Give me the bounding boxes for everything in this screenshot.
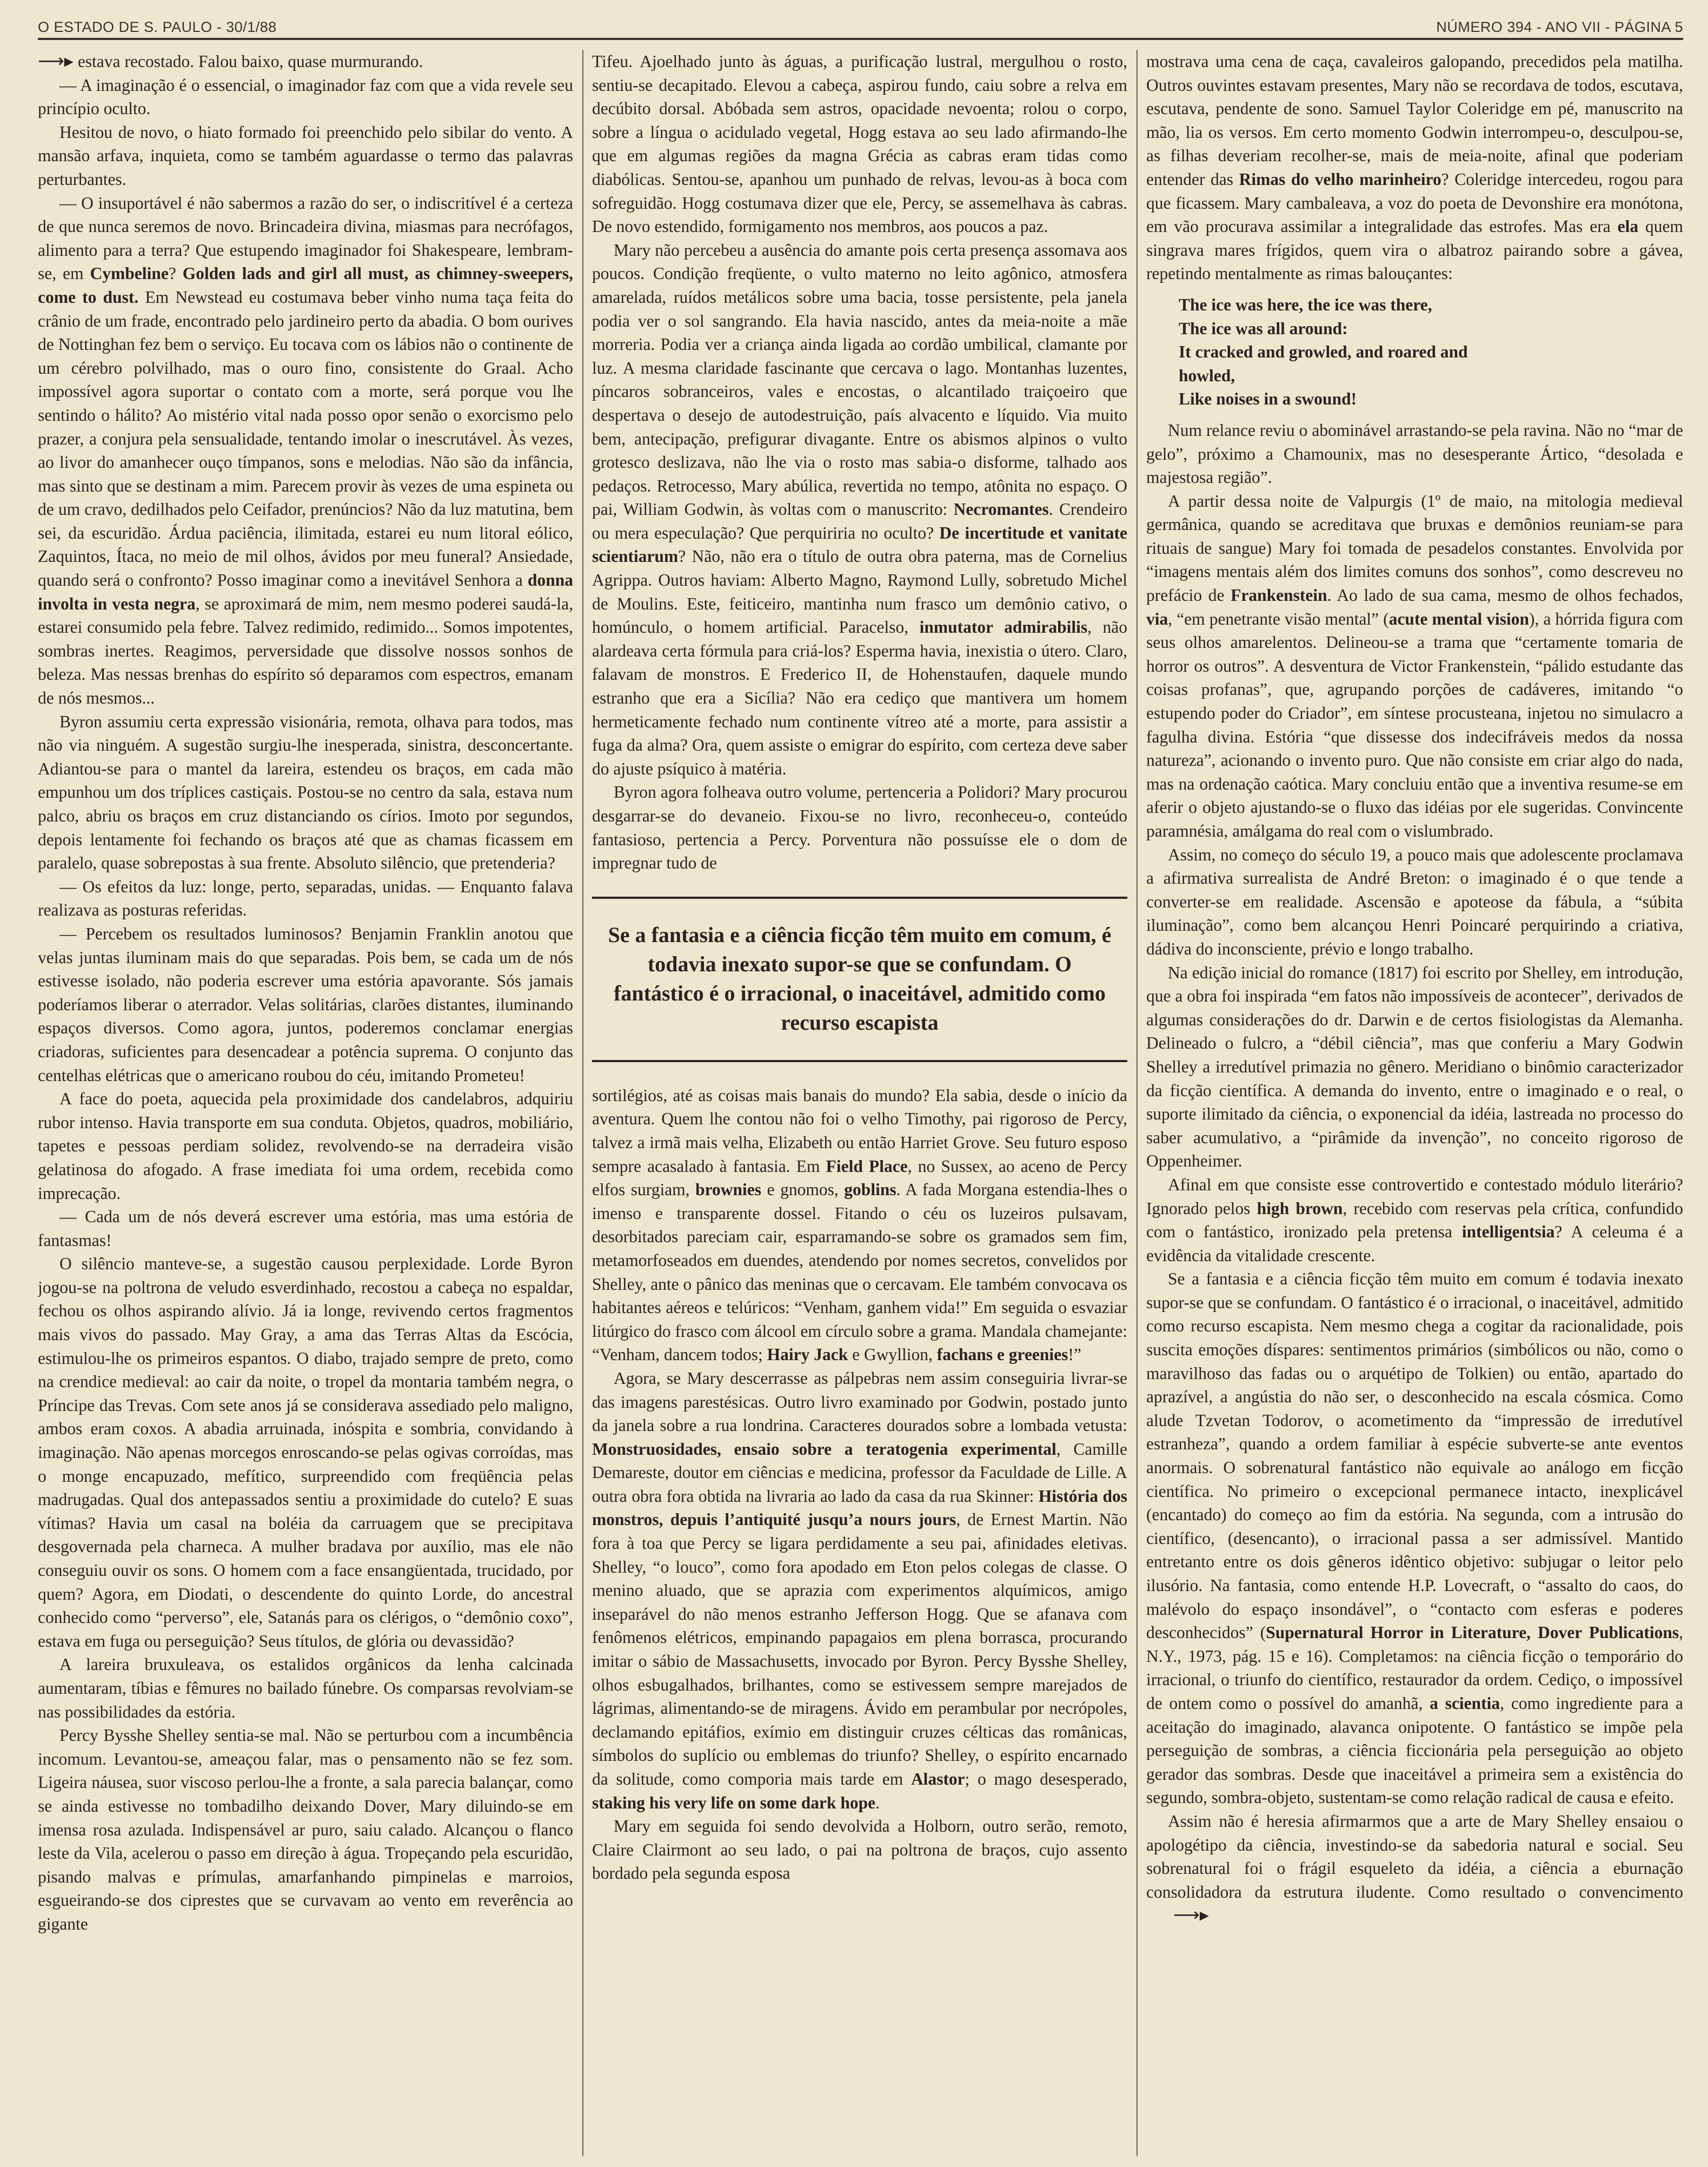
paragraph: Mary não percebeu a ausência do amante pois certa presença assomava aos poucos. Condição freqüente, o vulto materno no leito agônico, atmosfera amarelada, ruídos metálicos sobre uma bacia, tosse persistente, pela janela podia ver o sol sangrando. Ela havia nascido, antes da meia-noite a mãe morreria. Podia ver a criança ainda ligada ao cordão umbilical, clamante por luz. A mesma claridade fascinante que cercava o lago. Montanhas luzentes, píncaros sobranceiros, vales e encostas, o alcantilado traiçoeiro que despertava o desejo de autodestruição, país alvacento e líquido. Via muito bem, antecipação, prefigurar divagante. Entre os abismos alpinos o vulto grotesco deslizava, não lhe via o rosto mas sabia-o disforme, talhado aos pedaços. Retrocesso, Mary abúlica, revertida no tempo, atônita no espaço. O pai, William Godwin, às voltas com o manuscrito: Necromantes. Crendeiro ou mera especulação? Que perquiriria no oculto? De incertitude et vanitate scientiarum? Não, não era o título de outra obra paterna, mas de Cornelius Agrippa. Outros haviam: Alberto Magno, Raymond Lully, sobretudo Michel de Moulins. Este, feiticeiro, mantinha num frasco um demônio cativo, o homúnculo, o homem artificial. Paracelso, inmutator admirabilis, não alardeava certa fórmula para criá-los? Esperma havia, inexistia o útero. Claro, falavam de monstros. E Frederico II, de Hohenstaufen, daquele mundo estranho que era a Sicília? Não era cediço que mantivera um homem hermeticamente fechado num continente vítreo até a morte, para assistir a fuga da alma? Ora, quem assiste o emigrar do espírito, com certeza deve saber do ajuste psíquico à matéria. bbox=[592, 240, 1127, 778]
paragraph: ⟶▸ estava recostado. Falou baixo, quase murmurando. bbox=[38, 50, 573, 74]
continuation-arrow-icon: ⟶▸ bbox=[1173, 1904, 1209, 1926]
paragraph: O silêncio manteve-se, a sugestão causou perplexidade. Lorde Byron jogou-se na poltrona de veludo esverdinhado, recostou a cabeça no espaldar, fechou os olhos aspirando alívio. Já ia longe, revivendo certos fragmentos mais vivos do passado. May Gray, a ama das Terras Altas da Escócia, estimulou-lhe os primeiros espantos. O diabo, trajado sempre de preto, como na crendice medieval: ao cair da noite, o tropel da montaria também negra, o Príncipe das Trevas. Com sete anos já se considerava assediado pelo maligno, ambos eram coxos. A abadia arruinada, inóspita e sombria, convidando à imaginação. Não apenas morcegos enroscando-se pelas ogivas corroídas, mas o monge encapuzado, mefítico, surpreendido com freqüência pelas madrugadas. Qual dos antepassados sentiu a proximidade do cutelo? E suas vítimas? Havia um casal na boléia da carruagem que se precipitava desgovernada pela charneca. A mulher bradava por auxílio, mas ele não conseguiu ouvir os sons. O homem com a face ensangüentada, trucidado, por quem? Agora, em Diodati, o descendente do quinto Lorde, do ancestral conhecido como “perverso”, ele, Satanás para os clérigos, o “demônio coxo”, estava em fuga ou perseguição? Seus títulos, de glória ou devassidão? bbox=[38, 1254, 573, 1651]
continuation-arrow-icon: ⟶▸ bbox=[38, 50, 74, 72]
paragraph: — A imaginação é o essencial, o imaginador faz com que a vida revele seu princípio oculto. bbox=[38, 75, 573, 118]
page-header bbox=[38, 4, 1683, 36]
paragraph: Tifeu. Ajoelhado junto às águas, a purificação lustral, mergulhou o rosto, sentiu-se decapitado. Elevou a cabeça, aspirou fundo, caiu sobre a relva em decúbito dorsal. Abóbada sem astros, opacidade nevoenta; rolou o corpo, sobre a língua o acidulado vegetal, Hogg estava ao seu lado afirmando-lhe que em algumas regiões da magna Grécia as cabras eram tidas como diabólicas. Sentou-se, apanhou um punhado de relvas, levou-as à boca com sofreguidão. Hogg costumava dizer que ele, Percy, se assemelhava às cabras. De novo estendido, formigamento nos membros, aos poucos a paz. bbox=[592, 52, 1127, 236]
paragraph: — Cada um de nós deverá escrever uma estória, mas uma estória de fantasmas! bbox=[38, 1207, 573, 1250]
poem-line: The ice was all around: bbox=[1179, 319, 1348, 338]
paragraph: Mary em seguida foi sendo devolvida a Holborn, outro serão, remoto, Claire Clairmont ao seu lado, o pai na poltrona de braços, cujo assento bordado pela segunda esposa bbox=[592, 1817, 1127, 1883]
paragraph: A partir dessa noite de Valpurgis (1º de maio, na mitologia medieval germânica, quando se acreditava que bruxas e demônios reuniam-se para rituais de sangue) Mary foi tomada de pesadelos constantes. Envolvida por “imagens mentais além dos limites comuns dos sonhos”, como descreveu no prefácio de Frankenstein. Ao lado de sua cama, mesmo de olhos fechados, via, “em penetrante visão mental” (acute mental vision), a hórrida figura com seus olhos amarelentos. Delineou-se a trama que “certamente tomaria de horror os outros”. A desventura de Victor Frankenstein, “pálido estudante das coisas profanas”, que, agrupando porções de cadáveres, imitando “o estupendo poder do Criador”, em síntese procusteana, injetou no simulacro a fagulha divina. Estória “que dissesse dos indecifráveis medos da nossa natureza”, acionando o invento puro. Que não consiste em criar algo do nada, mas na ordenação caótica. Mary concluiu então que a inventiva resume-se em aferir o objeto ajustando-se o fluxo das idéias por ele sugeridas. Convincente paramnésia, amálgama do real com o vislumbrado. bbox=[1146, 491, 1683, 840]
paragraph: — Percebem os resultados luminosos? Benjamin Franklin anotou que velas juntas iluminam mais do que separadas. Pois bem, se cada um de nós estivesse isolado, não poderia escrever uma estória apavorante. Sós jamais poderíamos liberar o aterrador. Velas solitárias, clarões distantes, iluminando espaços diversos. Como agora, juntos, poderemos conclamar energias criadoras, suficientes para desencadear a potência suprema. O conjunto das centelhas elétricas que o americano roubou do céu, imitando Prometeu! bbox=[38, 924, 573, 1085]
poem-line: Like noises in a swound! bbox=[1179, 389, 1357, 409]
paragraph: Agora, se Mary descerrasse as pálpebras nem assim conseguiria livrar-se das imagens parestésicas. Outro livro examinado por Godwin, postado junto da janela sobre a rua londrina. Caracteres dourados sobre a lombada vetusta: Monstruosidades, ensaio sobre a teratogenia experimental, Camille Demareste, doutor em ciências e medicina, professor da Faculdade de Lille. A outra obra fora obtida na livraria ao lado da casa da rua Skinner: História dos monstros, depuis l’antiquité jusqu’a nours jours, de Ernest Martin. Não fora à toa que Percy se ligara perdidamente a seu pai, afinidades eletivas. Shelley, “o louco”, como fora apodado em Eton pelos colegas de classe. O menino aluado, que se aprazia com experimentos alquímicos, amigo inseparável do não menos estranho Jefferson Hogg. Que se afanava com fenômenos elétricos, empinando papagaios em plena borrasca, procurando imitar o sábio de Massachusetts, invocado por Byron. Percy Bysshe Shelley, olhos esbugalhados, brilhantes, como se estivessem sempre marejados de lágrimas, alimentando-se de miragens. Ávido em perambular por necrópoles, declamando epitáfios, exímio em distinguir cruzes célticas das românicas, símbolos do suplício ou emblemas do triunfo? Shelley, o espírito encarnado da solitude, como comporia mais tarde em Alastor; o mago desesperado, staking his very life on some dark hope. bbox=[592, 1368, 1127, 1812]
paragraph: mostrava uma cena de caça, cavaleiros galopando, precedidos pela matilha. Outros ouvintes estavam presentes, Mary não se recordava de todos, escutava, escutava, pendente de sono. Samuel Taylor Coleridge em pé, manuscrito na mão, lia os versos. Em certo momento Godwin interrompeu-o, desculpou-se, as filhas deveriam recolher-se, mais de meia-noite, afinal que poderiam entender das Rimas do velho marinheiro? Coleridge intercedeu, rogou para que ficassem. Mary cambaleava, a voz do poeta de Devonshire era monótona, em vão procurava assimilar a integralidade das estrofes. Mas era ela quem singrava mares frígidos, quem vira o albatroz pairando sobre a gávea, repetindo mentalmente as rimas balouçantes: bbox=[1146, 52, 1683, 283]
poem-excerpt bbox=[1179, 293, 1683, 411]
poem-line: It cracked and growled, and roared and bbox=[1179, 342, 1468, 362]
paragraph: A lareira bruxuleava, os estalidos orgânicos da lenha calcinada aumentaram, tíbias e fêmures no bailado fúnebre. Os comparsas revolviam-se nas possibilidades da estória. bbox=[38, 1655, 573, 1721]
header-issue-page: NÚMERO 394 - ANO VII - PÁGINA 5 bbox=[1436, 19, 1683, 35]
column-3 bbox=[1146, 50, 1683, 2156]
pull-quote: Se a fantasia e a ciência ficção têm muito em comum, é todavia inexato supor-se que se confundam. O fantástico é o irracional, o inaceitável, admitido como recurso escapista bbox=[592, 897, 1127, 1062]
poem-line: The ice was here, the ice was there, bbox=[1179, 295, 1432, 314]
paragraph: — Os efeitos da luz: longe, perto, separadas, unidas. — Enquanto falava realizava as posturas referidas. bbox=[38, 877, 573, 920]
column-1 bbox=[38, 50, 573, 2156]
paragraph: sortilégios, até as coisas mais banais do mundo? Ela sabia, desde o início da aventura. Quem lhe contou não foi o velho Timothy, pai rigoroso de Percy, talvez a irmã mais velha, Elizabeth ou então Harriet Grove. Seu futuro esposo sempre acasalado à fantasia. Em Field Place, no Sussex, ao aceno de Percy elfos surgiam, brownies e gnomos, goblins. A fada Morgana estendia-lhes o imenso e transparente dossel. Fitando o céu os luzeiros pulsavam, desorbitados pareciam cair, esparramando-se sobre os gramados sem fim, metamorfoseados em duendes, atendendo por nomes secretos, convelidos por Shelley, ante o pânico das meninas que o cercavam. Ele também convocava os habitantes aéreos e telúricos: “Venham, ganhem vida!” Em seguida o esvaziar litúrgico do frasco com álcool em círculo sobre a grama. Mandala chamejante: “Venham, dancem todos; Hairy Jack e Gwyllion, fachans e greenies!” bbox=[592, 1085, 1127, 1364]
paragraph: Byron assumiu certa expressão visionária, remota, olhava para todos, mas não via ninguém. A sugestão surgiu-lhe inesperada, sinistra, desconcertante. Adiantou-se para o mantel da lareira, estendeu os braços, em cada mão empunhou um dos tríplices castiçais. Postou-se no centro da sala, estava num palco, abriu os braços em cruz distanciando os círios. Imoto por segundos, depois lentamente foi fechando os braços até que as chamas ficassem em paralelo, quase sobrepostas à sua frente. Absoluto silêncio, que pretenderia? bbox=[38, 712, 573, 873]
column-divider bbox=[1137, 50, 1138, 2156]
paragraph: — O insuportável é não sabermos a razão do ser, o indiscritível é a certeza de que nunca seremos de novo. Brincadeira divina, miasmas para necrófagos, alimento para a terra? Que estupendo imaginador foi Shakespeare, lembram-se, em Cymbeline? Golden lads and girl all must, as chimney-sweepers, come to dust. Em Newstead eu costumava beber vinho numa taça feita do crânio de um frade, encontrado pelo jardineiro perto da abadia. O bom ourives de Nottinghan fez bem o serviço. Eu tocava com os lábios não o continente de um cérebro polvilhado, mas o ouro fino, consistente do Graal. Acho impossível agora suportar o contato com a morte, será porque vou lhe sentindo o hálito? Ao mistério vital nada posso opor senão o exorcismo pelo prazer, a conjura pela sensualidade, tentando imolar o inescrutável. Às vezes, ao livor do amanhecer ouço tímpanos, sons e melodias. Não são da infância, mas sinto que se destinam a mim. Parecem provir às vezes de uma espineta ou de um cravo, dedilhados pelo Ceifador, prenúncios? Não da luz matutina, bem sei, da escuridão. Árdua paciência, ilimitada, estarei eu num litoral eólico, Zaquintos, Ítaca, no meio de mil olhos, ávidos por meu funeral? Ansiedade, quando será o confronto? Posso imaginar como a inevitável Senhora a donna involta in vesta negra, se aproximará de mim, nem mesmo poderei saudá-la, estarei consumido pela febre. Talvez redimido, redimido... Somos impotentes, sombras inertes. Reagimos, perversidade que dissolve nossos sonhos de beleza. Mas nessas brenhas do espírito só deparamos com espectros, emanam de nós mesmos... bbox=[38, 193, 573, 708]
header-rule bbox=[38, 38, 1683, 40]
column-2 bbox=[592, 50, 1127, 2156]
poem-line: howled, bbox=[1179, 366, 1235, 385]
paragraph: Num relance reviu o abominável arrastando-se pela ravina. Não no “mar de gelo”, próximo a Chamounix, mas no desesperante Ártico, “desolada e majestosa região”. bbox=[1146, 420, 1683, 487]
header-publication-date: O ESTADO DE S. PAULO - 30/1/88 bbox=[38, 19, 277, 35]
paragraph: Percy Bysshe Shelley sentia-se mal. Não se perturbou com a incumbência incomum. Levantou-se, ameaçou falar, mas o pensamento não se fez som. Ligeira náusea, suor viscoso perlou-lhe a fronte, a sala parecia balançar, como se ainda estivesse no tombadilho deixando Dover, Mary diluindo-se em imensa rosa azulada. Indispensável ar puro, saiu calado. Alcançou o flanco leste da Vila, acelerou o passo em direção à água. Tropeçando pela escuridão, pisando malvas e prímulas, amarfanhando pimpinelas e marroios, esgueirando-se dos ciprestes que se curvavam ao vento em reverência ao gigante bbox=[38, 1726, 573, 1933]
paragraph: Afinal em que consiste esse controvertido e contestado módulo literário? Ignorado pelos high brown, recebido com reservas pela crítica, confundido com o fantástico, ironizado pela pretensa intelligentsia? A celeuma é a evidência da vitalidade crescente. bbox=[1146, 1175, 1683, 1265]
paragraph: Hesitou de novo, o hiato formado foi preenchido pelo sibilar do vento. A mansão arfava, inquieta, como se também aguardasse o termo das palavras perturbantes. bbox=[38, 122, 573, 189]
paragraph: Byron agora folheava outro volume, pertenceria a Polidori? Mary procurou desgarrar-se do devaneio. Fixou-se no livro, reconheceu-o, conteúdo fantasioso, pertencia a Percy. Porventura não possuísse ele o dom de impregnar tudo de bbox=[592, 783, 1127, 873]
paragraph: Na edição inicial do romance (1817) foi escrito por Shelley, em introdução, que a obra foi inspirada “em fatos não impossíveis de acontecer”, derivados de algumas considerações do dr. Darwin e de certos fisiologistas da Alemanha. Delineado o fulcro, a “débil ciência”, mas que conferiu a Mary Godwin Shelley a irredutível primazia no gênero. Meridiano o binômio caracterizador da ficção científica. A demanda do invento, entre o imaginado e o real, o suporte ilimitado da ciência, o exponencial da idéia, lastreada no processo do saber acumulativo, a “pirâmide da invenção”, no conceito rigoroso de Oppenheimer. bbox=[1146, 963, 1683, 1171]
paragraph: Assim não é heresia afirmarmos que a arte de Mary Shelley ensaiou o apologétipo da ciência, investindo-se da sabedoria natural e social. Seu sobrenatural foi o frágil esqueleto da idéia, a ciência a eburnação consolidadora da estrutura iludente. Como resultado o convencimento⟶▸ bbox=[1146, 1810, 1683, 1927]
paragraph: Se a fantasia e a ciência ficção têm muito em comum é todavia inexato supor-se que se confundam. O fantástico é o irracional, o inaceitável, admitido como recurso escapista. Nem mesmo chega a cogitar da racionalidade, pois suscita emoções díspares: sentimentos primários (simbólicos ou não, como o maravilhoso das fadas ou o arquétipo de Tolkien) ou então, apartado do aprazível, a angústia do não ser, o desconhecido na escala cósmica. Como alude Tzvetan Todorov, o acometimento da “impressão de irredutível estranheza”, quando a ordem familiar à espécie subverte-se ante eventos anormais. O sobrenatural fantástico não equivale ao análogo em ficção científica. No primeiro o excepcional permanece intacto, inexplicável (encantado) do começo ao fim da estória. Na segunda, com a intrusão do científico, (desencanto), o irracional passa a ser admissível. Mantido entretanto entre os dois gêneros idêntico objetivo: subjugar o leitor pelo ilusório. Na fantasia, como entende H.P. Lovecraft, o “assalto do caos, do malévolo do espaço insondável”, o “contacto com esferas e poderes desconhecidos” (Supernatural Horror in Literature, Dover Publications, N.Y., 1973, pág. 15 e 16). Completamos: na ciência ficção o temporário do irracional, o triunfo do científico, restaurador da ordem. Cediço, o impossível de ontem como o possível do amanhã, a scientia, como ingrediente para a aceitação do imaginado, alavanca onipotente. O fantástico se impõe pela perseguição de sombras, a ciência ficcionária pela perseguição ao objeto gerador das sombras. Desde que inaceitável a primeira sem a existência do segundo, sombra-objeto, sustentam-se como relação radical de causa e efeito. bbox=[1146, 1269, 1683, 1807]
paragraph: A face do poeta, aquecida pela proximidade dos candelabros, adquiriu rubor intenso. Havia transporte em sua conduta. Objetos, quadros, mobiliário, tapetes e pessoas perdiam solidez, revolvendo-se na derradeira visão gelatinosa do afogado. A frase imediata foi uma ordem, recebida como imprecação. bbox=[38, 1089, 573, 1203]
paragraph: Assim, no começo do século 19, a pouco mais que adolescente proclamava a afirmativa surrealista de André Breton: o imaginado é o que tende a converter-se em realidade. Ascensão e apoteose da fábula, a “súbita iluminação”, como bem alcançou Henri Poincaré perquirindo a criativa, dádiva do inconsciente, prévio e longo trabalho. bbox=[1146, 845, 1683, 958]
column-divider bbox=[582, 50, 583, 2156]
